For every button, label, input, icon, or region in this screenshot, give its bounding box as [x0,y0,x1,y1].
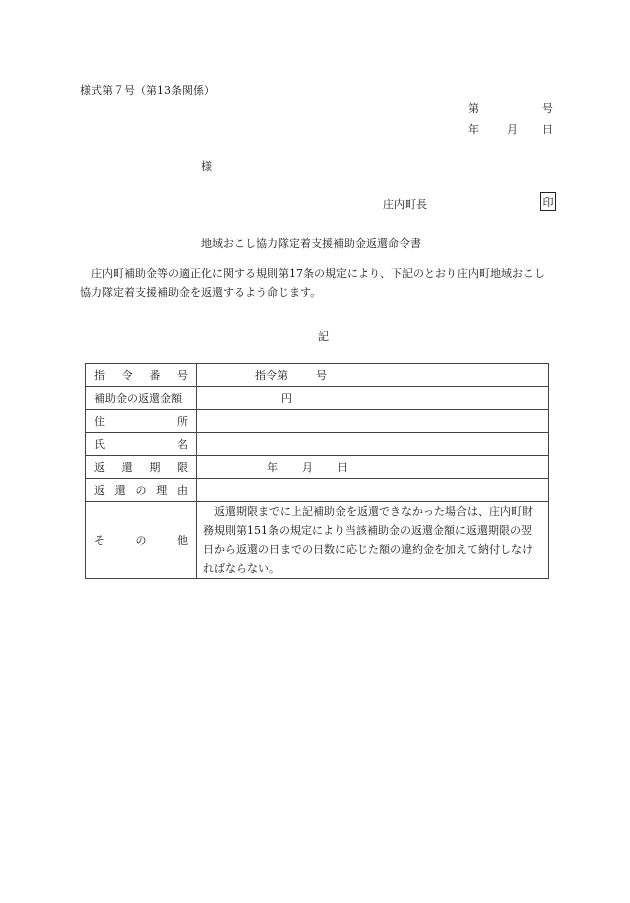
spread-label [94,532,188,548]
label-char: の [135,484,147,497]
label-char: 由 [177,484,188,497]
detail-table [85,363,549,579]
row-value: 円 [197,387,549,410]
form-number: 様式第７号（第13条関係） [80,84,215,97]
date-month-label: 月 [507,123,518,136]
document-title: 地域おこし協力隊定着支援補助金返還命令書 [201,237,421,250]
row-label [86,479,197,502]
seal-stamp [540,192,556,211]
issuer-name: 庄内町長 [383,198,427,211]
label-char: 他 [177,534,188,547]
table-row [86,456,549,479]
date-year-label: 年 [468,123,479,136]
table-row [86,502,549,579]
label-char: 氏 [94,438,105,451]
spread-label [94,459,188,475]
document-number-label: 第 [468,102,479,115]
label-char: 指 [94,369,105,382]
table-row [86,387,549,410]
label-char: 還 [114,484,126,497]
label-char: 番 [149,369,161,382]
label-char: の [135,534,147,547]
spread-label [94,367,188,383]
seal-label: 印 [542,195,554,209]
deadline-year: 年 [267,461,278,474]
row-label [86,456,197,479]
label-char: 住 [94,415,105,428]
row-label: 補助金の返還金額 [86,387,197,410]
document-number-suffix: 号 [542,102,553,115]
table-row [86,433,549,456]
row-value [197,479,549,502]
row-label [86,502,197,579]
table-row [86,364,549,387]
spread-label [94,482,188,498]
date-day-label: 日 [542,123,553,136]
label-char: 所 [177,415,188,428]
label-char: 還 [121,461,133,474]
row-label [86,364,197,387]
addressee-suffix: 様 [201,160,212,173]
row-value [197,456,549,479]
label-char: 理 [156,484,168,497]
row-label [86,433,197,456]
row-label [86,410,197,433]
label-char: 限 [176,461,188,474]
label-char: 返 [94,484,105,497]
spread-label [94,413,188,429]
row-value [197,433,549,456]
body-paragraph: 庄内町補助金等の適正化に関する規則第17条の規定により、下記のとおり庄内町地域おこし協力隊定着支援補助金を返還するよう命じます。 [80,267,545,299]
label-char: 期 [149,461,161,474]
deadline-day: 日 [337,461,348,474]
order-number-suffix: 号 [316,369,327,382]
ki-heading: 記 [318,330,329,343]
row-value: 返還期限までに上記補助金を返還できなかった場合は、庄内町財務規則第151条の規定により当該補助金の返還金額に返還期限の翌日から返還の日までの日数に応じた額の違約金を加えて納付しなければならない。 [197,502,549,579]
row-value [197,364,549,387]
table-row [86,479,549,502]
label-char: 返 [94,461,105,474]
order-number-prefix: 指令第 [255,369,288,382]
row-value [197,410,549,433]
spread-label [94,436,188,452]
label-char: 名 [177,438,188,451]
label-char: そ [94,534,105,547]
label-char: 号 [176,369,188,382]
table-row [86,410,549,433]
label-char: 令 [121,369,133,382]
deadline-month: 月 [302,461,313,474]
